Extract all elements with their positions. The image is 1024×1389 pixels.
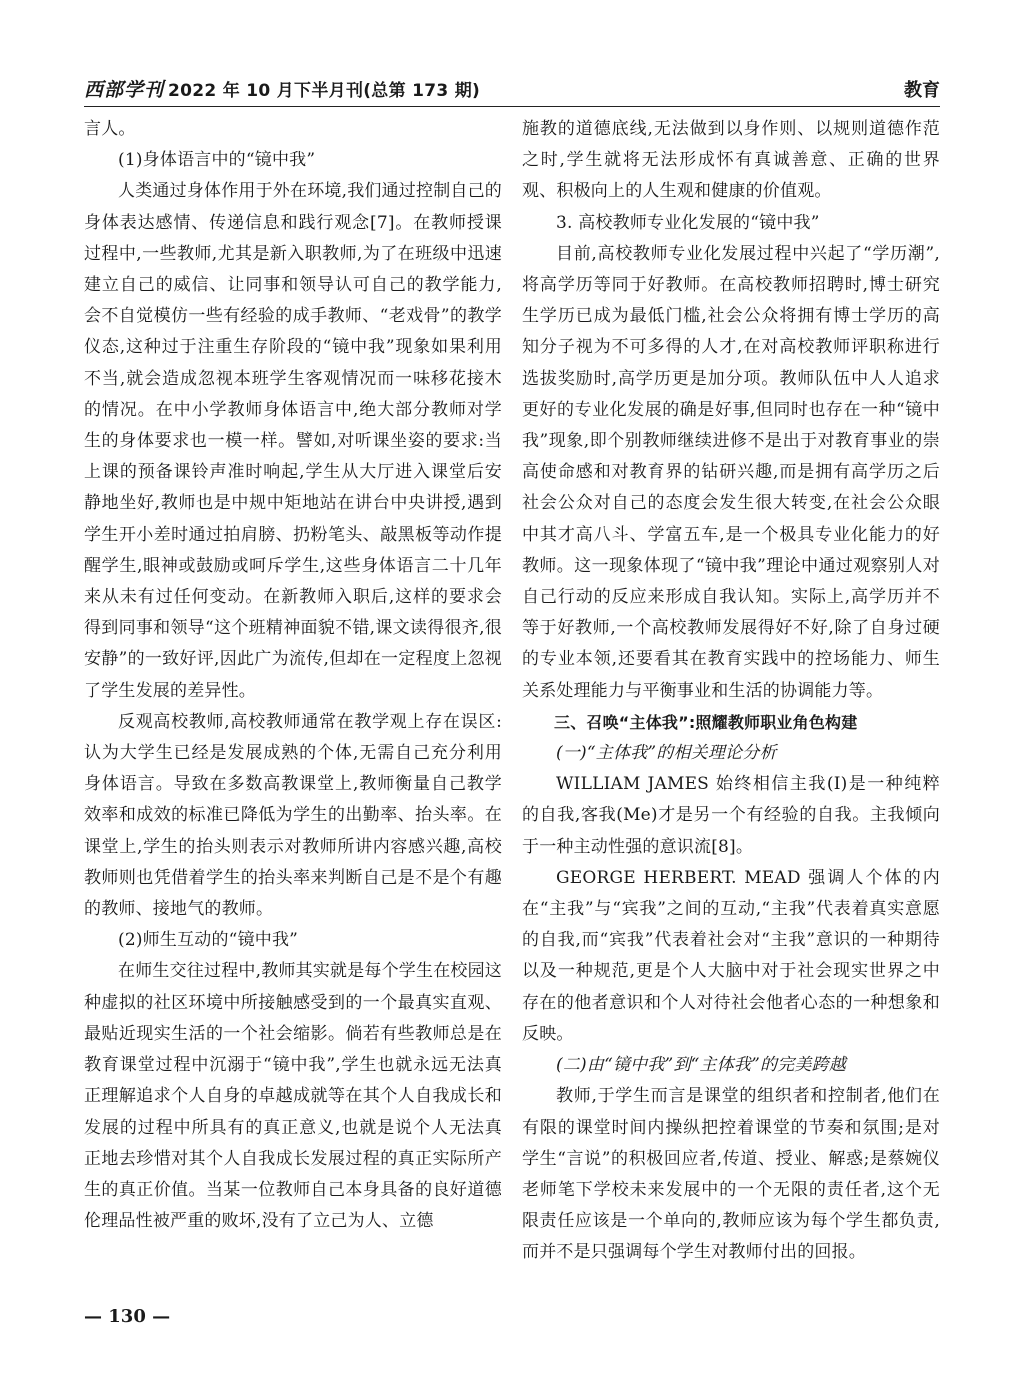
paragraph: (2)师生互动的“镜中我” [118,930,299,951]
subsection-heading: (二)由“镜中我”到“主体我”的完美跨越 [556,1055,847,1076]
paragraph: 人类通过身体作用于外在环境,我们通过控制自己的身体表达感情、传递信息和践行观念[7]。在教师授课过程中,一些教师,尤其是新入职教师,为了在班级中迅速建立自己的威信、让同事和领导认可自己的教学能力,会不自觉模仿一些有经验的成手教师、“老戏骨”的教学仪态,这种过于注重生存阶段的“镜中我”现象如果利用不当,就会造成忽视本班学生客观情况而一味移花接木的情况。在中小学教师身体语言中,绝大部分教师对学生的身体要求也一模一样。譬如,对听课坐姿的要求:当上课的预备课铃声准时响起,学生从大厅进入课堂后安静地坐好,教师也是中规中矩地站在讲台中央讲授,遇到学生开小差时通过拍肩膀、扔粉笔头、敲黑板等动作提醒学生,眼神或鼓励或呵斥学生,这些身体语言二十几年来从未有过任何变动。在新教师入职后,这样的要求会得到同事和领导“这个班精神面貌不错,课文读得很齐,很安静”的一致好评,因此广为流传,但却在一定程度上忽视了学生发展的差异性。 [84,181,503,701]
paragraph: 3. 高校教师专业化发展的“镜中我” [556,212,820,233]
paragraph: 施教的道德底线,无法做到以身作则、以规则道德作范之时,学生就将无法形成怀有真诚善意、正确的世界观、积极向上的人生观和健康的价值观。 [522,119,940,202]
subsection-heading: (一)“主体我”的相关理论分析 [556,743,777,764]
header-journal-info [84,75,480,102]
paragraph: 在师生交往过程中,教师其实就是每个学生在校园这种虚拟的社区环境中所接触感受到的一个最真实直观、最贴近现实生活的一个社会缩影。倘若有些教师总是在教育课堂过程中沉溺于“镜中我”,学生也就永远无法真正理解追求个人自身的卓越成就等在其个人自我成长和发展的过程中所具有的真正意义,也就是说个人无法真正地去珍惜对其个人自我成长发展过程的真正实际所产生的真正价值。当某一位教师自己本身具备的良好道德伦理品性被严重的败坏,没有了立己为人、立德 [84,961,503,1232]
right-column [522,114,940,1269]
paragraph: 言人。 [84,119,136,139]
left-column [84,114,502,1237]
paragraph: GEORGE HERBERT. MEAD 强调人个体的内在“主我”与“宾我”之间的互动,“主我”代表着真实意愿的自我,而“宾我”代表着社会对“主我”意识的一种期待以及一种规范,更是个人大脑中对于社会现实世界之中存在的他者意识和个人对待社会他者心态的一种想象和反映。 [522,867,940,1044]
section-name: 教育 [904,80,940,101]
section-heading: 三、召唤“主体我”:照耀教师职业角色构建 [554,712,858,732]
paragraph: (1)身体语言中的“镜中我” [118,150,316,171]
running-header [84,72,940,107]
paragraph: 教师,于学生而言是课堂的组织者和控制者,他们在有限的课堂时间内操纵把控着课堂的节奏和氛围;是对学生“言说”的积极回应者,传道、授业、解惑;是蔡婉仪老师笔下学校未来发展中的一个无限的责任者,这个无限责任应该是一个单向的,教师应该为每个学生都负责,而并不是只强调每个学生对教师付出的回报。 [522,1086,940,1263]
issue-info: 2022 年 10 月下半月刊(总第 173 期) [168,81,481,101]
paragraph: 反观高校教师,高校教师通常在教学观上存在误区:认为大学生已经是发展成熟的个体,无需自己充分利用身体语言。导致在多数高教课堂上,教师衡量自己教学效率和成效的标准已降低为学生的出勤率、抬头率。在课堂上,学生的抬头则表示对教师所讲内容感兴趣,高校教师则也凭借着学生的抬头率来判断自己是不是个有趣的教师、接地气的教师。 [84,711,502,920]
paragraph: WILLIAM JAMES 始终相信主我(I)是一种纯粹的自我,客我(Me)才是另一个有经验的自我。主我倾向于一种主动性强的意识流[8]。 [522,774,940,857]
page-number: — 130 — [84,1306,171,1327]
paragraph: 目前,高校教师专业化发展过程中兴起了“学历潮”,将高学历等同于好教师。在高校教师招聘时,博士研究生学历已成为最低门槛,社会公众将拥有博士学历的高知分子视为不可多得的人才,在对高校教师评职称进行选拔奖励时,高学历更是加分项。教师队伍中人人追求更好的专业化发展的确是好事,但同时也存在一种“镜中我”现象,即个别教师继续进修不是出于对教育事业的崇高使命感和对教育界的钻研兴趣,而是拥有高学历之后社会公众对自己的态度会发生很大转变,在社会公众眼中其才高八斗、学富五车,是一个极具专业化能力的好教师。这一现象体现了“镜中我”理论中通过观察别人对自己行动的反应来形成自我认知。实际上,高学历并不等于好教师,一个高校教师发展得好不好,除了自身过硬的专业本领,还要看其在教育实践中的控场能力、师生关系处理能力与平衡事业和生活的协调能力等。 [522,243,940,701]
journal-logo: 西部学刊 [84,79,165,101]
